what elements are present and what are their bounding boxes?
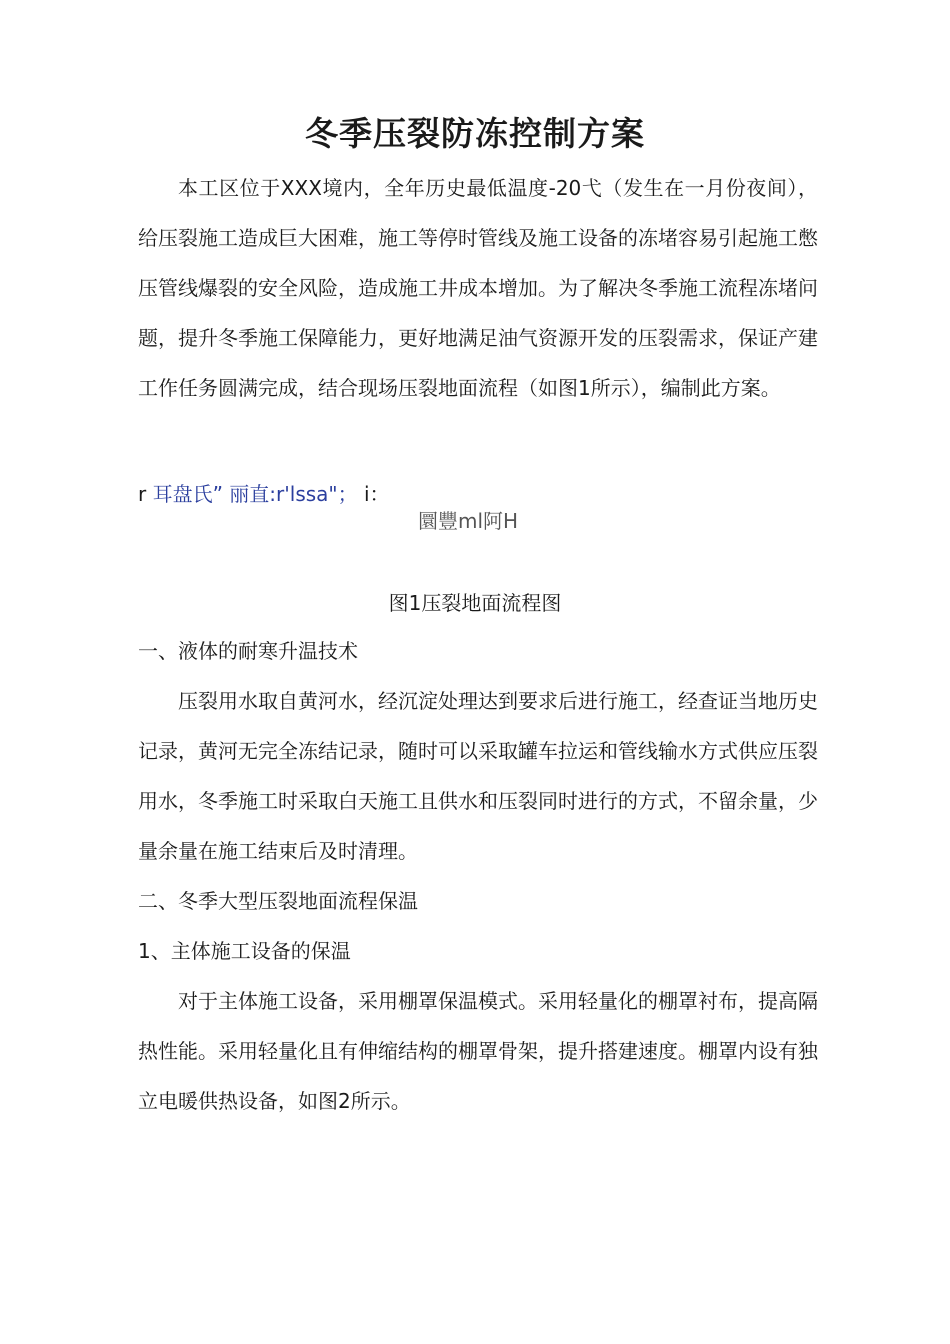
section1-heading: 一、液体的耐寒升温技术 bbox=[138, 639, 358, 663]
figure-ocr-text bbox=[138, 478, 390, 510]
figure-ocr-suffix: i： bbox=[357, 482, 390, 506]
figure-caption: 图1压裂地面流程图 bbox=[388, 591, 562, 615]
section2-sub1-paragraph: 对于主体施工设备，采用棚罩保温模式。采用轻量化的棚罩衬布，提高隔热性能。采用轻量化且有伸缩结构的棚罩骨架，提升搭建速度。棚罩内设有独立电暖供热设备，如图2所示。 bbox=[138, 989, 818, 1113]
figure-ocr-subtext: 圜豐ml阿H bbox=[418, 509, 519, 533]
document-title: 冬季压裂防冻控制方案 bbox=[305, 114, 645, 153]
intro-paragraph: 本工区位于XXX境内，全年历史最低温度-20弋（发生在一月份夜间），给压裂施工造成巨大困难，施工等停时管线及施工设备的冻堵容易引起施工憋压管线爆裂的安全风险，造成施工井成本增加。为了解决冬季施工流程冻堵问题，提升冬季施工保障能力，更好地满足油气资源开发的压裂需求，保证产建工作任务圆满完成，结合现场压裂地面流程（如图1所示），编制此方案。 bbox=[138, 176, 818, 400]
figure-ocr-blue: 耳盘氏” 丽直:r'lssa"； bbox=[152, 482, 358, 506]
figure-ocr-prefix: r bbox=[138, 482, 153, 506]
section2-heading: 二、冬季大型压裂地面流程保温 bbox=[138, 889, 418, 913]
section1-paragraph: 压裂用水取自黄河水，经沉淀处理达到要求后进行施工，经查证当地历史记录，黄河无完全冻结记录，随时可以采取罐车拉运和管线输水方式供应压裂用水，冬季施工时采取白天施工且供水和压裂同时进行的方式，不留余量，少量余量在施工结束后及时清理。 bbox=[138, 689, 818, 863]
section2-sub1-heading: 1、主体施工设备的保温 bbox=[138, 939, 351, 963]
